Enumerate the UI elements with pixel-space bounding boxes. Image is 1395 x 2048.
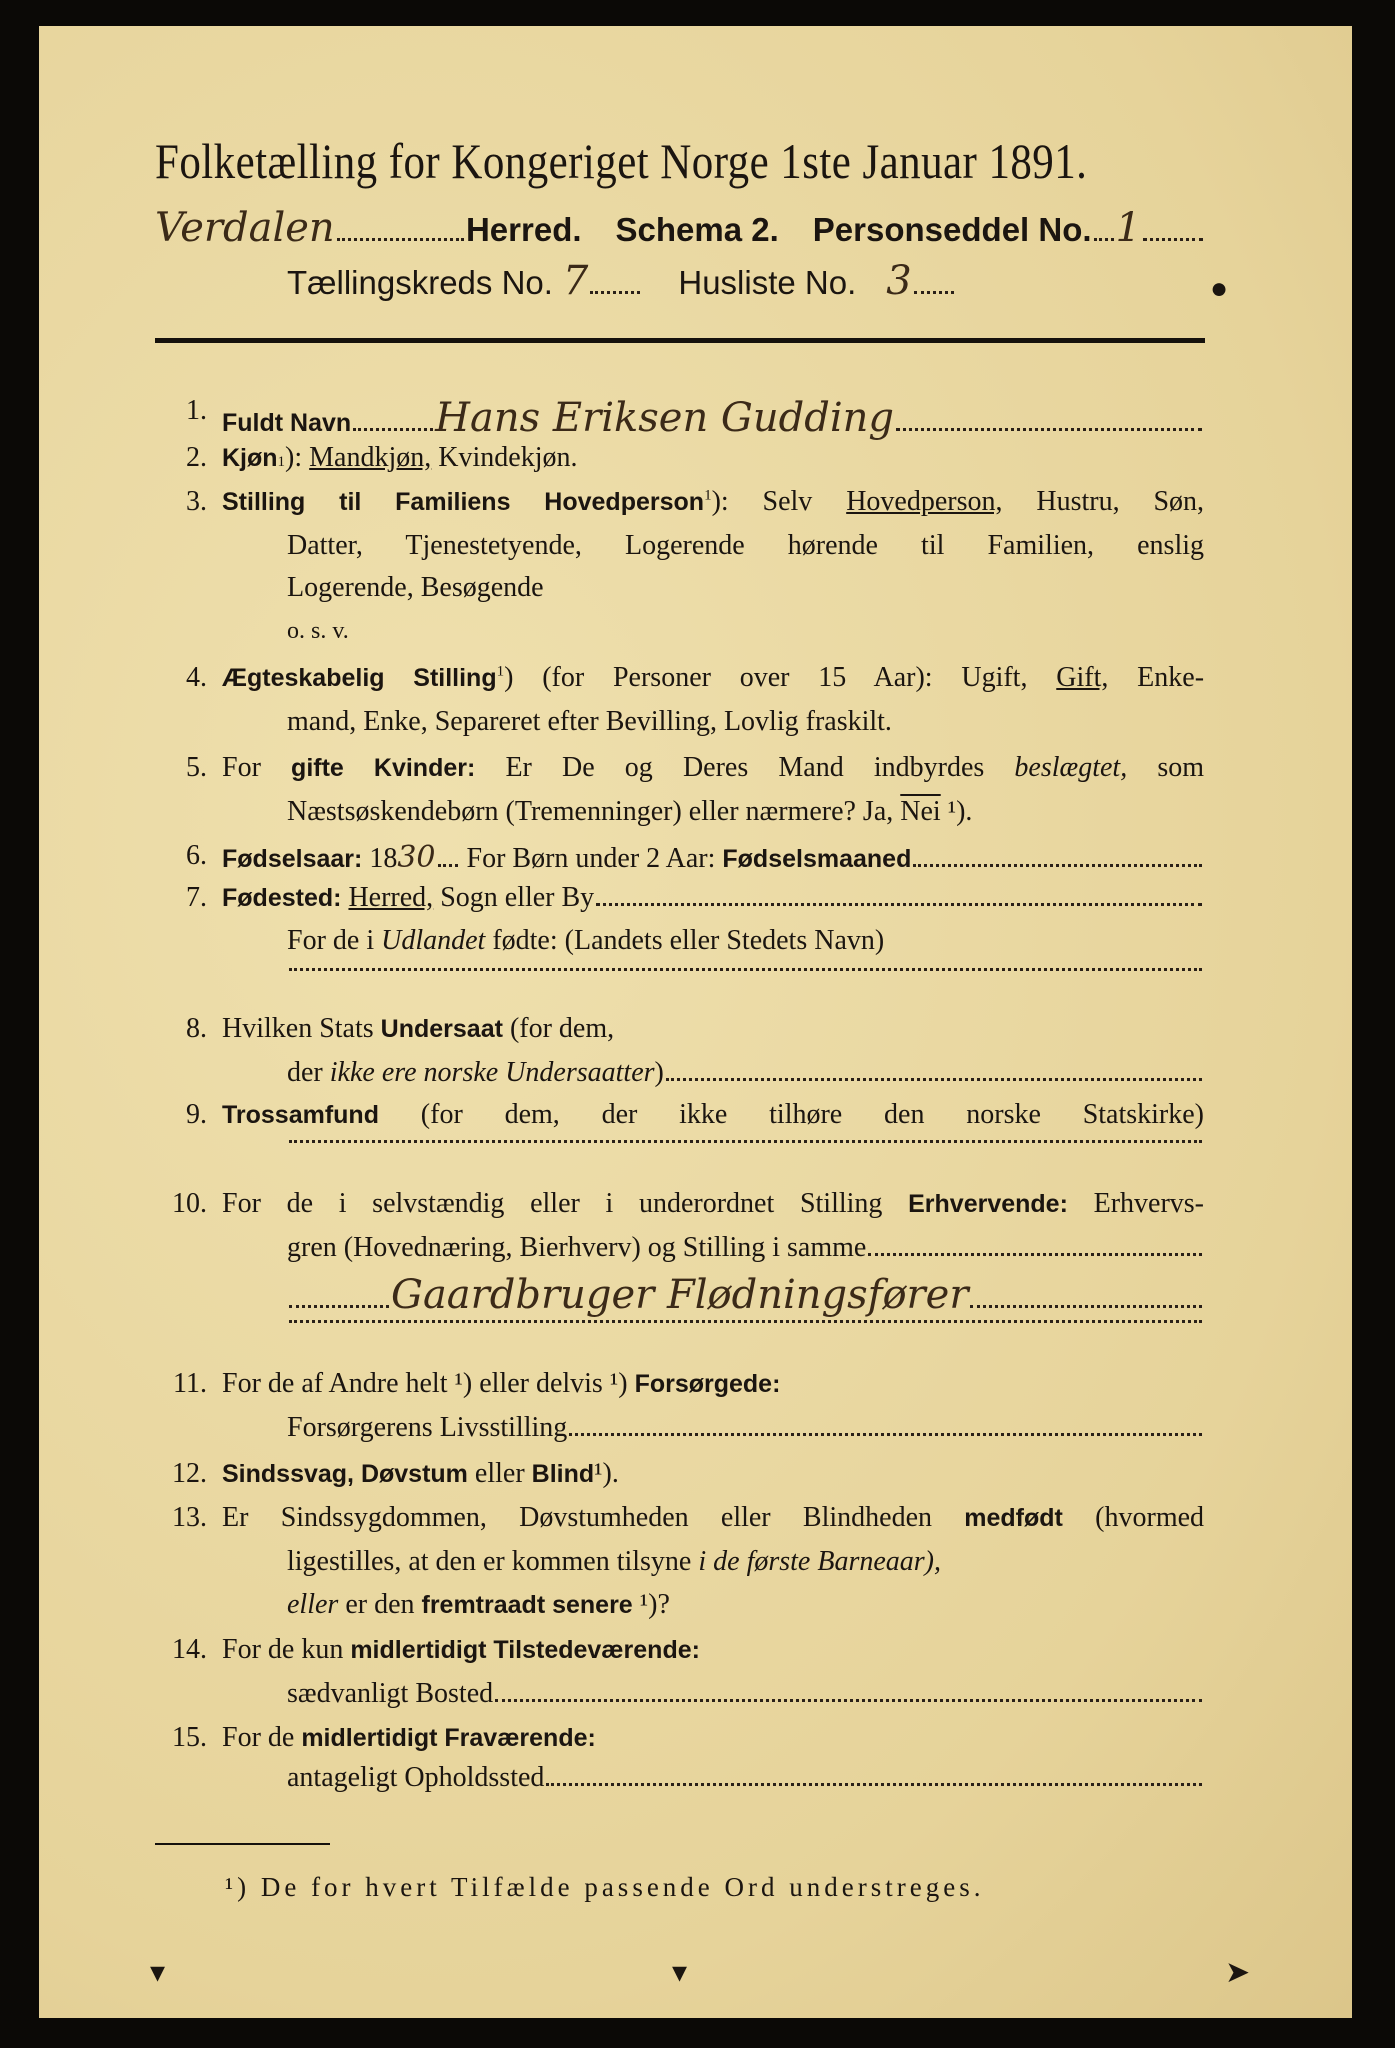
field-occupation: 10. For de i selvstændig eller i underordnet Stilling Erhvervende: Erhvervs-	[172, 1188, 1204, 1219]
sex-selected: Mandkjøn,	[309, 442, 432, 473]
family-position-selected: Hovedperson,	[846, 486, 1003, 517]
field-family-position: 3. Stilling til Familiens Hovedperson$^1$): Selv Hovedperson, Hustru, Søn,	[186, 486, 1205, 517]
personseddel-value: 1	[1115, 205, 1141, 251]
field-disability-onset: 13. Er Sindssygdommen, Døvstumheden eller Blindheden medfødt (hvormed	[172, 1502, 1205, 1533]
birth-year-value: 30	[397, 840, 436, 875]
birthplace-foreign-blank	[289, 968, 1202, 971]
husliste-label: Husliste No.	[678, 264, 857, 301]
herred-label: Herred.	[465, 211, 582, 248]
husliste-value: 3	[886, 258, 912, 304]
marital-status-selected: Gift,	[1056, 662, 1109, 693]
field-temporarily-present: 14. For de kun midlertidigt Tilstedeværende:	[172, 1634, 700, 1665]
ornament-right-icon: ➤	[1225, 1956, 1251, 1989]
herred-value: Verdalen	[155, 205, 335, 251]
field-disability: 12. Sindssvag, Døvstum eller Blind ¹).	[172, 1458, 619, 1489]
field-birthplace: 7. Fødested: Herred, Sogn eller By	[222, 882, 1204, 914]
form-title: Folketælling for Kongeriget Norge 1ste Januar 1891.	[155, 133, 1088, 189]
field-birth-year: 6. Fødselsaar: 18 30 For Børn under 2 Aar: Fødselsmaaned	[222, 840, 1204, 875]
header-line-herred	[155, 205, 1205, 251]
field-married-women: 5. For gifte Kvinder: Er De og Deres Mand indbyrdes beslægtet, som	[186, 752, 1205, 783]
header-line-kreds	[287, 258, 1067, 304]
ink-blot: ●	[1210, 272, 1229, 305]
ornament-left-icon: ▾	[150, 1956, 166, 1989]
field-supported: 11. For de af Andre helt ¹) eller delvis ¹) Forsørgede:	[173, 1368, 781, 1399]
full-name-value: Hans Eriksen Gudding	[435, 395, 895, 441]
birthplace-selected: Herred,	[348, 882, 434, 913]
field-marital-status: 4. Ægteskabelig Stilling$^1$) (for Personer over 15 Aar): Ugift, Gift, Enke-	[186, 662, 1205, 693]
field-citizenship: 8. Hvilken Stats Undersaat (for dem,	[186, 1013, 615, 1044]
kreds-label: Tællingskreds No.	[287, 264, 553, 301]
schema-label: Schema 2.	[615, 211, 779, 248]
occupation-value: Gaardbruger Flødningsfører	[391, 1272, 969, 1318]
kreds-value: 7	[562, 258, 589, 304]
personseddel-label: Personseddel No.	[812, 211, 1092, 248]
footnote: ¹) De for hvert Tilfælde passende Ord understreges.	[225, 1872, 985, 1902]
field-sex: 2. Kjøn 1 ): Mandkjøn, Kvindekjøn.	[186, 442, 578, 473]
header-divider	[155, 338, 1205, 343]
ornament-center-icon: ▾	[672, 1956, 688, 1989]
married-women-selected: $\overline{Nei}$	[900, 796, 941, 827]
field-full-name: 1. Fuldt Navn Hans Eriksen Gudding	[222, 395, 1204, 441]
field-religion: 9. Trossamfund (for dem, der ikke tilhøre den norske Statskirke)	[186, 1099, 1205, 1130]
field-temporarily-absent: 15. For de midlertidigt Fraværende:	[172, 1722, 596, 1753]
footnote-rule	[155, 1843, 330, 1845]
